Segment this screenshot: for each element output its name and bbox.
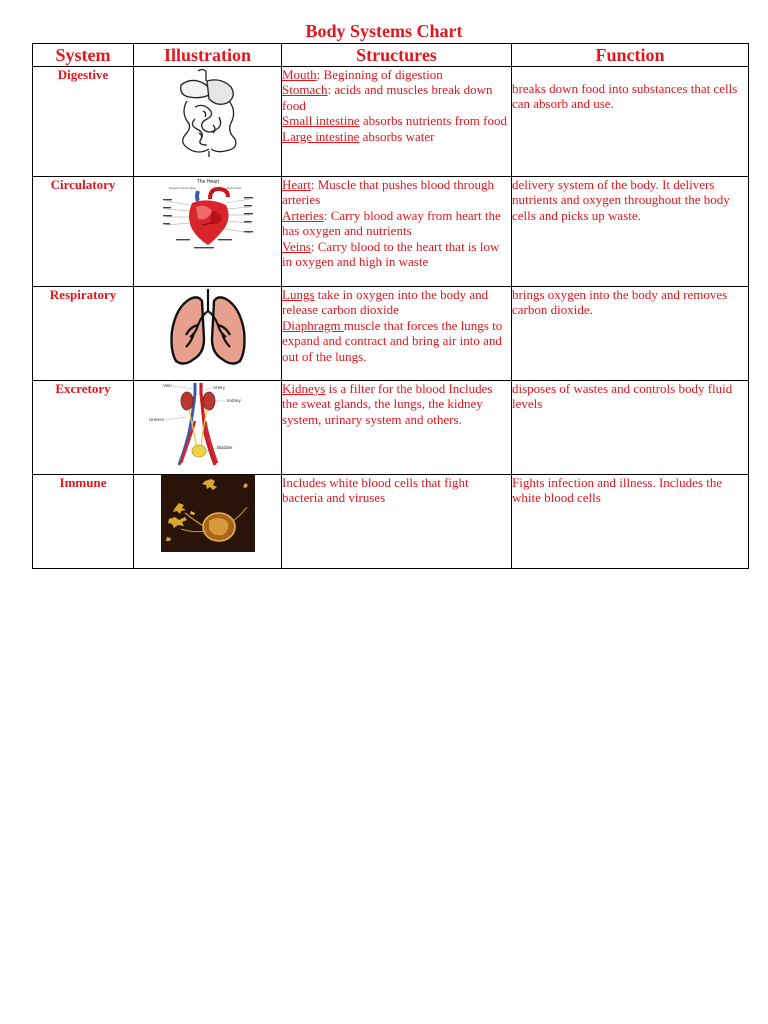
function-text: breaks down food into substances that cells can absorb and use. — [512, 81, 738, 112]
structure-text: : Beginning of digestion — [316, 67, 443, 82]
structures-cell — [282, 381, 512, 475]
function-text: brings oxygen into the body and removes carbon dioxide. — [512, 287, 728, 318]
structure-text: : Muscle that pushes blood through arteries — [282, 177, 494, 208]
heart-diagram-title: The Heart — [196, 179, 219, 185]
kidneys-icon — [149, 381, 267, 467]
structure-text: muscle that forces the lungs to expand and contract and bring air into and out of the lungs. — [282, 317, 503, 364]
kidney-label-artery: Artery — [212, 385, 225, 390]
table-row-immune — [33, 475, 749, 569]
structure-term: Diaphragm — [282, 317, 344, 333]
heart-label-vena-cava: Superior Vena Cava — [168, 186, 195, 190]
heart-diagram-icon — [162, 177, 254, 255]
structure-text: : Carry blood to the heart that is low in oxygen and high in waste — [282, 238, 500, 270]
table-row-excretory — [33, 381, 749, 475]
header-structures: Structures — [282, 44, 512, 67]
system-name: Digestive — [33, 67, 134, 177]
system-name: Respiratory — [33, 287, 134, 381]
kidney-label-kidney: Kidney — [226, 398, 241, 403]
structures-cell — [282, 287, 512, 381]
structure-term: Small intestine — [282, 113, 360, 129]
system-name: Excretory — [33, 381, 134, 475]
table-row-circulatory — [33, 177, 749, 287]
function-cell — [512, 287, 749, 381]
illustration-cell — [134, 475, 282, 569]
illustration-cell — [134, 177, 282, 287]
illustration-cell — [134, 381, 282, 475]
structure-term: Arteries — [282, 207, 324, 223]
white-blood-cell-icon — [161, 475, 255, 552]
structure-term: Heart — [282, 177, 311, 192]
structures-cell — [282, 177, 512, 287]
function-cell — [512, 381, 749, 475]
kidney-label-ureters: Ureters — [148, 417, 164, 422]
function-cell — [512, 177, 749, 287]
digestive-system-icon — [173, 67, 243, 159]
function-cell — [512, 475, 749, 569]
kidney-label-vein: Vein — [162, 383, 172, 388]
structures-cell — [282, 475, 512, 569]
table-row-respiratory — [33, 287, 749, 381]
heart-label-aortic-arch: Aortic Arch — [226, 186, 241, 190]
table-row-digestive — [33, 67, 749, 177]
structure-text: take in oxygen into the body and release carbon dioxide — [282, 287, 489, 318]
system-name: Circulatory — [33, 177, 134, 287]
header-function: Function — [512, 44, 749, 67]
structure-text: absorbs water — [359, 128, 435, 144]
structure-term: Mouth — [282, 67, 317, 82]
structure-term: Lungs — [282, 287, 315, 302]
function-text: Fights infection and illness. Includes the white blood cells — [512, 475, 723, 506]
structure-text: Includes white blood cells that fight bacteria and viruses — [282, 475, 469, 506]
structures-cell — [282, 67, 512, 177]
system-name: Immune — [33, 475, 134, 569]
structure-term: Large intestine — [282, 128, 360, 144]
illustration-cell — [134, 287, 282, 381]
structure-term: Veins — [282, 238, 311, 254]
illustration-cell — [134, 67, 282, 177]
structure-text: absorbs nutrients from food — [359, 113, 507, 129]
lungs-icon — [168, 287, 248, 369]
header-illustration: Illustration — [134, 44, 282, 67]
function-text: disposes of wastes and controls body fluid levels — [512, 381, 733, 412]
header-row — [33, 44, 749, 67]
body-systems-table — [32, 43, 749, 569]
structure-text: is a filter for the blood Includes the sweat glands, the lungs, the kidney system, urinary system and others. — [282, 381, 493, 427]
structure-term: Stomach — [282, 82, 328, 98]
header-system: System — [33, 44, 134, 67]
function-cell — [512, 67, 749, 177]
page-title: Body Systems Chart — [305, 21, 463, 41]
function-text: delivery system of the body. It delivers nutrients and oxygen throughout the body cells and picks up waste. — [512, 177, 730, 223]
structure-term: Kidneys — [282, 381, 326, 396]
structure-text: : acids and muscles break down food — [282, 82, 493, 113]
structure-text: : Carry blood away from heart the has oxygen and nutrients — [282, 207, 501, 239]
kidney-label-bladder: Bladder — [216, 445, 233, 450]
